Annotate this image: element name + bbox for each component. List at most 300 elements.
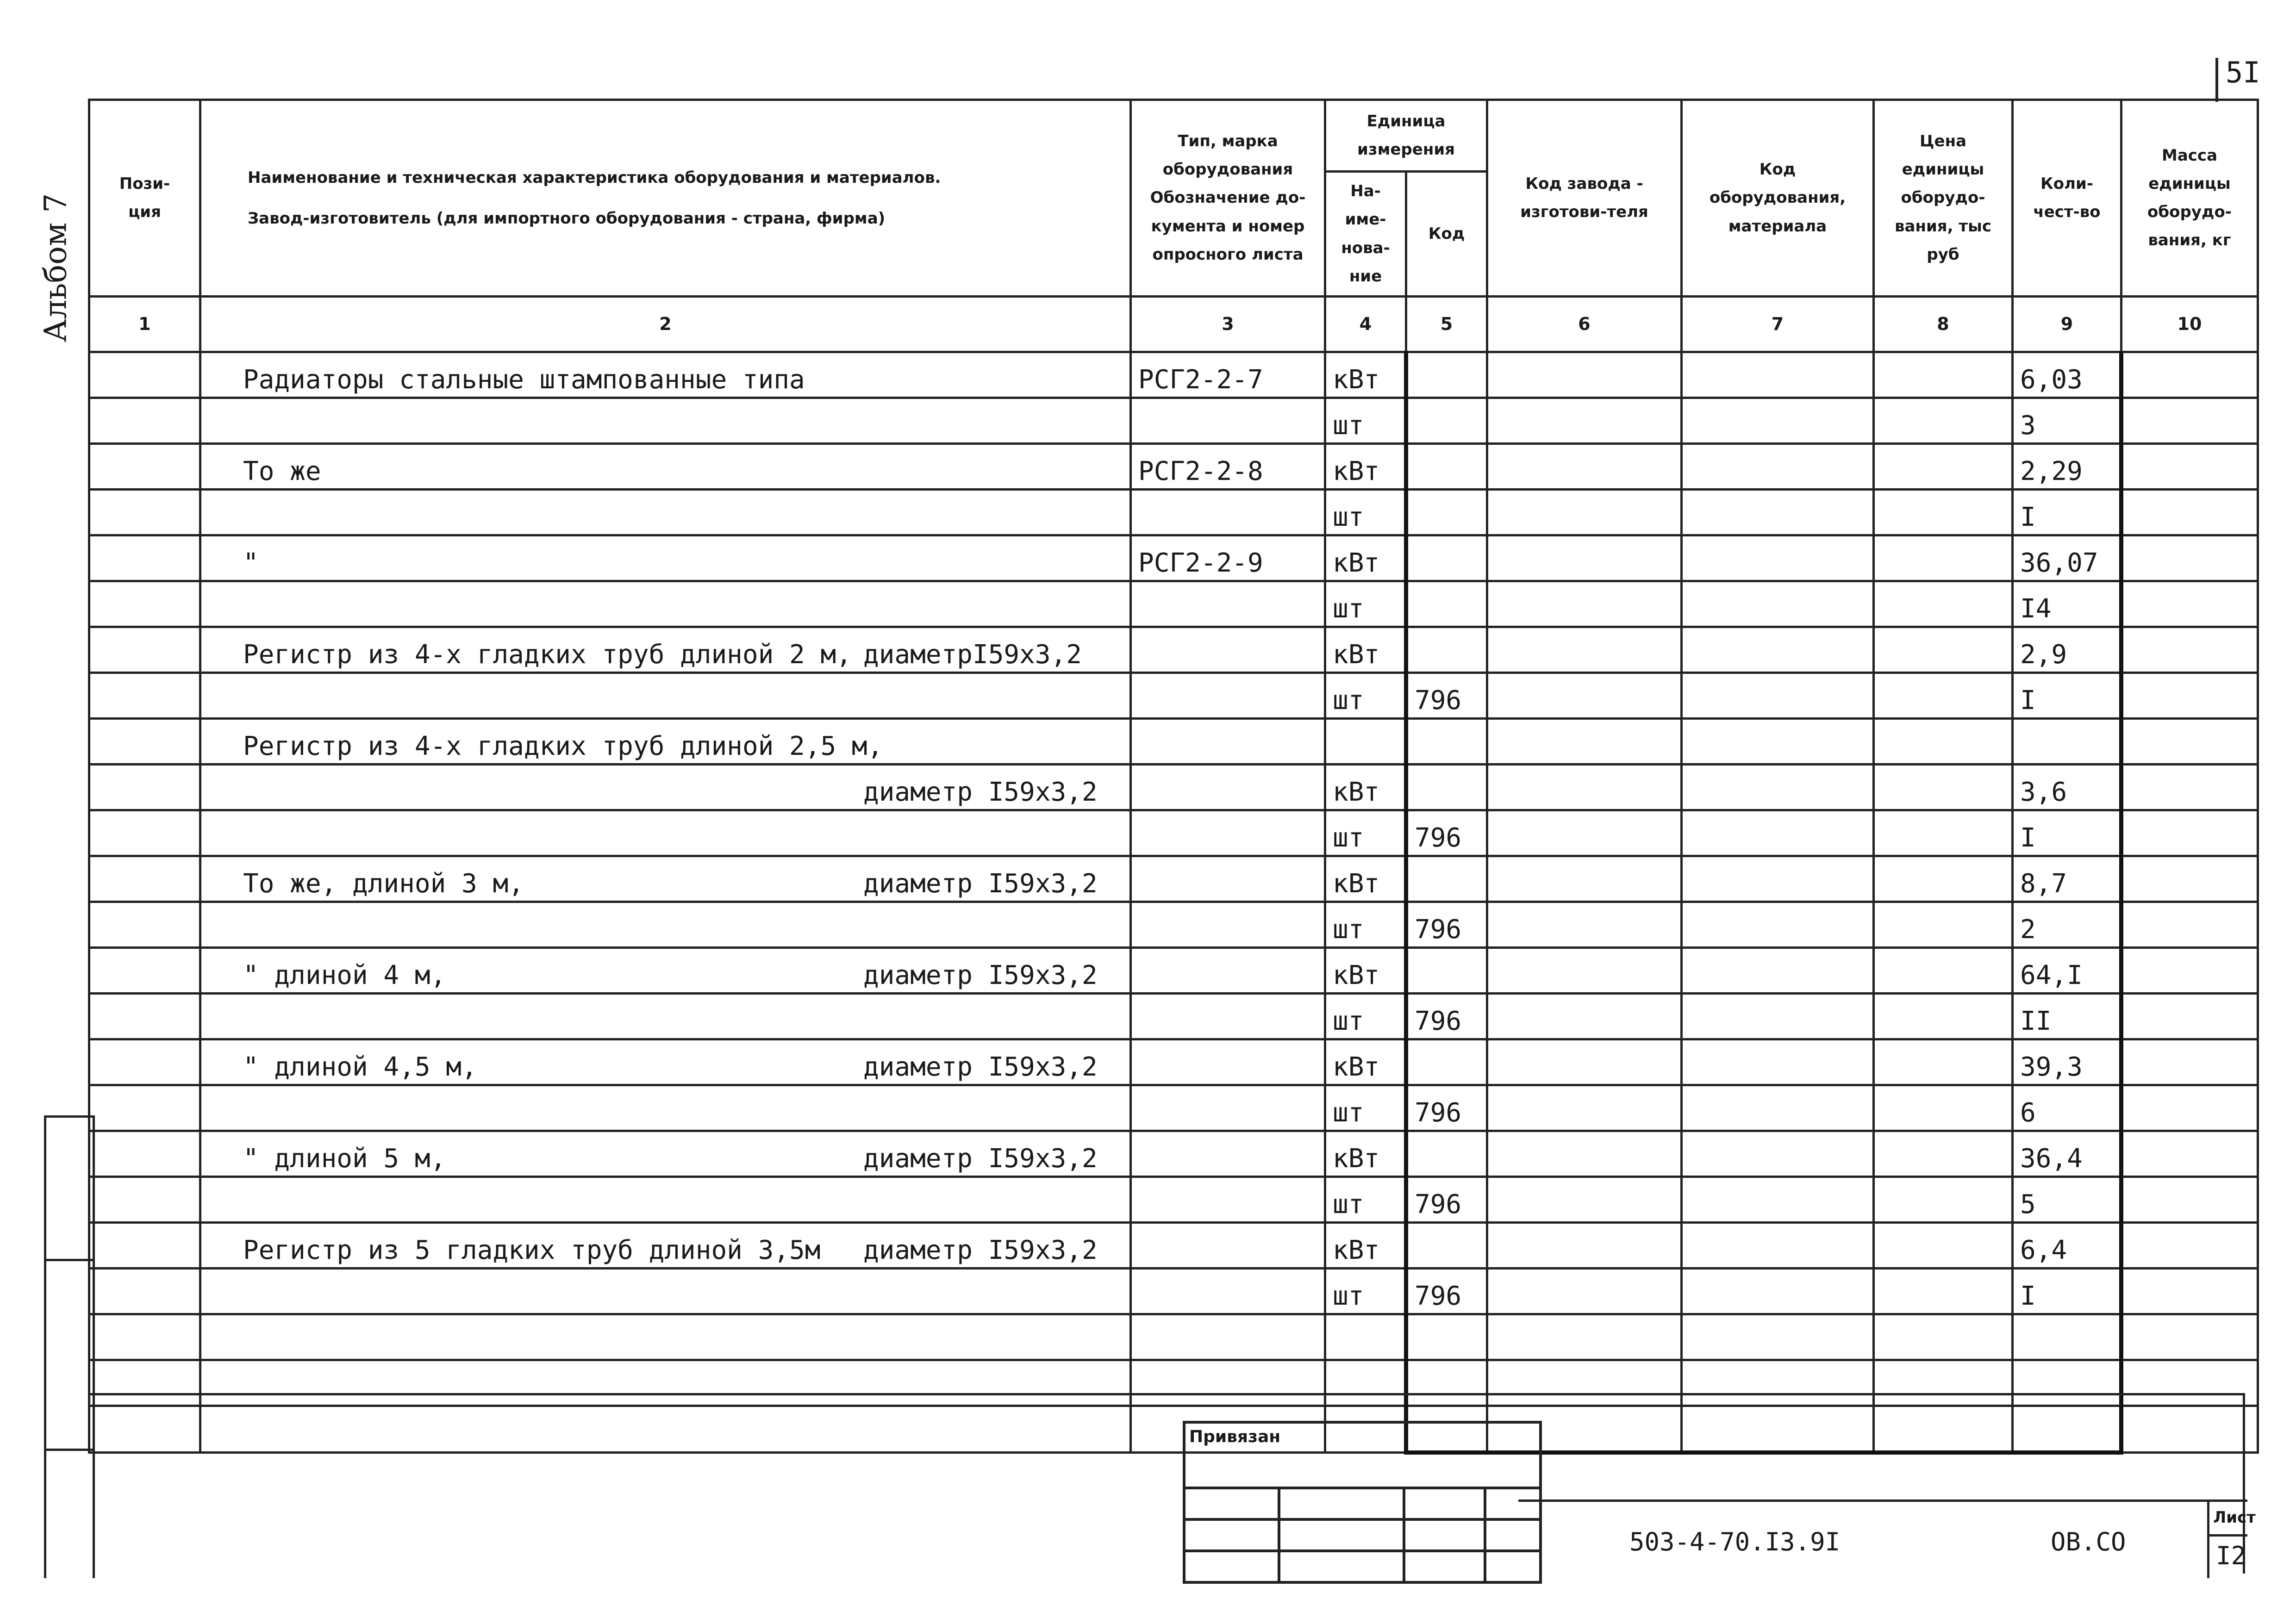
cell-factory-code [1487, 1085, 1682, 1131]
cell-name [200, 673, 1131, 719]
cell-mass [2121, 1085, 2258, 1131]
cell-name [200, 581, 1131, 627]
cell-price [1874, 994, 2013, 1039]
cell-position [89, 810, 200, 856]
stamp-cell [1485, 1488, 1541, 1519]
cell-factory-code [1487, 398, 1682, 444]
stamp-cell [1184, 1551, 1279, 1582]
cell-diameter-text: диаметр I59х3,2 [863, 869, 1098, 899]
cell-unit-code-text: 796 [1415, 685, 1462, 716]
cell-unit-name [1325, 1085, 1406, 1131]
cell-price [1874, 1314, 2013, 1360]
table-row [89, 902, 2258, 948]
cell-quantity [2013, 673, 2121, 719]
stamp-cell [1404, 1488, 1485, 1519]
cell-unit-code [1406, 994, 1487, 1039]
cell-mass [2121, 1269, 2258, 1314]
cell-quantity [2013, 1269, 2121, 1314]
cell-unit-name [1325, 673, 1406, 719]
cell-type [1131, 490, 1325, 535]
cell-unit-name [1325, 1177, 1406, 1223]
binding-stamp-label: Привязан [1184, 1422, 1541, 1488]
cell-factory-code [1487, 581, 1682, 627]
sheet-number: I2 [2216, 1541, 2246, 1570]
cell-unit-code [1406, 581, 1487, 627]
cell-price [1874, 719, 2013, 765]
cell-unit-name [1325, 352, 1406, 398]
cell-mass [2121, 902, 2258, 948]
cell-equipment-code [1682, 535, 1874, 581]
table-row [89, 1177, 2258, 1223]
cell-equipment-code [1682, 948, 1874, 994]
cell-position [89, 398, 200, 444]
cell-price [1874, 535, 2013, 581]
stamp-cell [1404, 1519, 1485, 1551]
cell-type-text: РСГ2-2-7 [1138, 365, 1263, 395]
cell-unit-code [1406, 856, 1487, 902]
cell-position [89, 1314, 200, 1360]
cell-unit-code [1406, 627, 1487, 673]
cell-position [89, 948, 200, 994]
colnum-3: 3 [1131, 297, 1325, 352]
cell-quantity [2013, 810, 2121, 856]
cell-type [1131, 1177, 1325, 1223]
cell-factory-code [1487, 948, 1682, 994]
cell-factory-code [1487, 1360, 1682, 1406]
cell-name [200, 1223, 1131, 1269]
cell-quantity-text: I4 [2020, 594, 2052, 624]
margin-line [46, 1115, 93, 1118]
cell-quantity-text: 6 [2020, 1098, 2036, 1128]
cell-type [1131, 627, 1325, 673]
header-name-line2: Завод-изготовитель (для импортного оборудования - страна, фирма) [248, 209, 886, 228]
cell-unit-name-text: кВт [1333, 640, 1380, 670]
cell-position [89, 1223, 200, 1269]
cell-name [200, 856, 1131, 902]
cell-quantity-text: 39,3 [2020, 1052, 2083, 1082]
cell-mass [2121, 535, 2258, 581]
cell-unit-code-text: 796 [1415, 1006, 1462, 1036]
cell-unit-code [1406, 1085, 1487, 1131]
stamp-cell [1485, 1519, 1541, 1551]
cell-position [89, 765, 200, 810]
cell-unit-code [1406, 719, 1487, 765]
cell-quantity [2013, 948, 2121, 994]
cell-equipment-code [1682, 994, 1874, 1039]
cell-equipment-code [1682, 902, 1874, 948]
cell-unit-name-text: шт [1333, 1189, 1364, 1220]
cell-factory-code [1487, 1223, 1682, 1269]
cell-quantity [2013, 765, 2121, 810]
header-name-line1: Наименование и техническая характеристика оборудования и материалов. [248, 168, 941, 187]
cell-quantity [2013, 1314, 2121, 1360]
cell-position [89, 719, 200, 765]
cell-price [1874, 673, 2013, 719]
cell-quantity [2013, 1406, 2121, 1453]
cell-equipment-code [1682, 1085, 1874, 1131]
cell-position [89, 627, 200, 673]
colnum-1: 1 [89, 297, 200, 352]
margin-line [46, 1449, 93, 1451]
cell-mass [2121, 627, 2258, 673]
cell-unit-code [1406, 1223, 1487, 1269]
cell-type-text: РСГ2-2-9 [1138, 548, 1263, 578]
cell-mass [2121, 444, 2258, 490]
cell-position [89, 444, 200, 490]
header-quantity: Коли-чест-во [2013, 100, 2121, 297]
cell-type [1131, 1314, 1325, 1360]
cell-equipment-code [1682, 352, 1874, 398]
colnum-9: 9 [2013, 297, 2121, 352]
cell-mass [2121, 490, 2258, 535]
cell-equipment-code [1682, 627, 1874, 673]
cell-quantity-text: 2,29 [2020, 456, 2083, 486]
cell-quantity [2013, 1039, 2121, 1085]
cell-name [200, 1269, 1131, 1314]
table-row [89, 1085, 2258, 1131]
cell-type [1131, 765, 1325, 810]
cell-name [200, 398, 1131, 444]
cell-quantity-text: I [2020, 685, 2036, 716]
cell-equipment-code [1682, 810, 1874, 856]
cell-quantity [2013, 398, 2121, 444]
cell-mass [2121, 352, 2258, 398]
cell-unit-name [1325, 1039, 1406, 1085]
equipment-table [88, 99, 2259, 1455]
cell-price [1874, 444, 2013, 490]
cell-name-text: " длиной 5 м, [243, 1144, 446, 1174]
cell-position [89, 1039, 200, 1085]
cell-unit-code [1406, 490, 1487, 535]
album-label: Альбом 7 [37, 193, 74, 342]
cell-quantity-text: I [2020, 502, 2036, 532]
cell-diameter-text: диаметрI59х3,2 [863, 640, 1082, 670]
cell-name-text: То же, длиной 3 м, [243, 869, 524, 899]
cell-position [89, 673, 200, 719]
cell-type [1131, 535, 1325, 581]
cell-price [1874, 627, 2013, 673]
cell-factory-code [1487, 535, 1682, 581]
cell-unit-code [1406, 1314, 1487, 1360]
cell-quantity [2013, 1360, 2121, 1406]
cell-type [1131, 581, 1325, 627]
cell-equipment-code [1682, 719, 1874, 765]
cell-name [200, 627, 1131, 673]
cell-factory-code [1487, 856, 1682, 902]
cell-position [89, 1177, 200, 1223]
table-row [89, 856, 2258, 902]
cell-unit-name [1325, 1360, 1406, 1406]
cell-type-text: РСГ2-2-8 [1138, 456, 1263, 486]
cell-name [200, 1406, 1131, 1453]
cell-quantity [2013, 490, 2121, 535]
cell-type [1131, 1131, 1325, 1177]
cell-factory-code [1487, 1177, 1682, 1223]
cell-quantity [2013, 535, 2121, 581]
cell-unit-code [1406, 535, 1487, 581]
cell-unit-name [1325, 1223, 1406, 1269]
cell-unit-code [1406, 1360, 1487, 1406]
cell-quantity-text: 8,7 [2020, 869, 2067, 899]
cell-position [89, 581, 200, 627]
cell-position [89, 490, 200, 535]
cell-name-text: Регистр из 4-х гладких труб длиной 2,5 м, [243, 731, 883, 761]
cell-factory-code [1487, 719, 1682, 765]
cell-unit-name-text: шт [1333, 915, 1364, 945]
cell-quantity [2013, 902, 2121, 948]
cell-unit-name [1325, 490, 1406, 535]
cell-type [1131, 994, 1325, 1039]
cell-quantity [2013, 856, 2121, 902]
cell-unit-name [1325, 994, 1406, 1039]
table-row [89, 994, 2258, 1039]
binding-stamp [1183, 1421, 1542, 1584]
cell-type [1131, 810, 1325, 856]
cell-equipment-code [1682, 444, 1874, 490]
cell-type [1131, 719, 1325, 765]
cell-name [200, 765, 1131, 810]
cell-equipment-code [1682, 1223, 1874, 1269]
cell-name [200, 444, 1131, 490]
header-mass: Масса единицы оборудо-вания, кг [2121, 100, 2258, 297]
table-row [89, 490, 2258, 535]
table-row [89, 1360, 2258, 1406]
cell-unit-name [1325, 719, 1406, 765]
cell-diameter-text: диаметр I59х3,2 [863, 1144, 1098, 1174]
cell-mass [2121, 765, 2258, 810]
cell-unit-name-text: шт [1333, 411, 1364, 441]
cell-unit-name [1325, 398, 1406, 444]
cell-unit-name-text: кВт [1333, 869, 1380, 899]
cell-equipment-code [1682, 398, 1874, 444]
cell-type [1131, 1085, 1325, 1131]
cell-type [1131, 352, 1325, 398]
cell-quantity-text: 2 [2020, 915, 2036, 945]
table-row [89, 627, 2258, 673]
page-number-bar [2215, 58, 2218, 102]
cell-factory-code [1487, 810, 1682, 856]
cell-position [89, 1085, 200, 1131]
cell-price [1874, 948, 2013, 994]
cell-name [200, 1177, 1131, 1223]
cell-name-text: Регистр из 5 гладких труб длиной 3,5м [243, 1235, 821, 1265]
cell-name-text: Радиаторы стальные штампованные типа [243, 365, 805, 395]
cell-name-text: То же [243, 456, 321, 486]
cell-quantity-text: 5 [2020, 1189, 2036, 1220]
cell-type [1131, 1039, 1325, 1085]
cell-unit-name-text: кВт [1333, 548, 1380, 578]
sheet-divider [2209, 1534, 2247, 1537]
cell-unit-code-text: 796 [1415, 915, 1462, 945]
cell-unit-name [1325, 627, 1406, 673]
table-row [89, 1131, 2258, 1177]
stamp-cell [1279, 1551, 1404, 1582]
cell-unit-code [1406, 352, 1487, 398]
cell-unit-code-text: 796 [1415, 1281, 1462, 1311]
cell-factory-code [1487, 765, 1682, 810]
cell-unit-name-text: кВт [1333, 365, 1380, 395]
stamp-cell [1184, 1519, 1279, 1551]
stamp-cell [1485, 1551, 1541, 1582]
cell-factory-code [1487, 673, 1682, 719]
cell-equipment-code [1682, 1269, 1874, 1314]
table-row [89, 1039, 2258, 1085]
cell-position [89, 1131, 200, 1177]
cell-type [1131, 398, 1325, 444]
cell-unit-name-text: кВт [1333, 456, 1380, 486]
table-row [89, 765, 2258, 810]
cell-quantity [2013, 1085, 2121, 1131]
cell-unit-code [1406, 1177, 1487, 1223]
cell-quantity-text: 3 [2020, 411, 2036, 441]
cell-quantity [2013, 352, 2121, 398]
cell-equipment-code [1682, 581, 1874, 627]
cell-price [1874, 902, 2013, 948]
cell-name-text: " [243, 548, 259, 578]
cell-position [89, 994, 200, 1039]
table-row [89, 535, 2258, 581]
cell-unit-name [1325, 444, 1406, 490]
cell-position [89, 1406, 200, 1453]
cell-equipment-code [1682, 673, 1874, 719]
table-body [89, 352, 2258, 1453]
stamp-cell [1279, 1488, 1404, 1519]
cell-position [89, 902, 200, 948]
cell-quantity-text: I [2020, 1281, 2036, 1311]
cell-quantity-text: I [2020, 823, 2036, 853]
header-equipment-code: Код оборудования, материала [1682, 100, 1874, 297]
cell-quantity [2013, 444, 2121, 490]
cell-factory-code [1487, 994, 1682, 1039]
cell-quantity [2013, 994, 2121, 1039]
table-row [89, 1406, 2258, 1453]
cell-price [1874, 1177, 2013, 1223]
cell-price [1874, 1085, 2013, 1131]
cell-position [89, 856, 200, 902]
cell-quantity [2013, 1131, 2121, 1177]
cell-price [1874, 810, 2013, 856]
cell-price [1874, 352, 2013, 398]
cell-mass [2121, 1131, 2258, 1177]
cell-equipment-code [1682, 1039, 1874, 1085]
cell-type [1131, 948, 1325, 994]
cell-unit-code [1406, 902, 1487, 948]
cell-diameter-text: диаметр I59х3,2 [863, 1052, 1098, 1082]
table-row [89, 1269, 2258, 1314]
cell-unit-name [1325, 765, 1406, 810]
cell-unit-name-text: шт [1333, 685, 1364, 716]
cell-mass [2121, 1360, 2258, 1406]
cell-mass [2121, 398, 2258, 444]
margin-stamp [44, 1115, 95, 1578]
cell-mass [2121, 810, 2258, 856]
cell-factory-code [1487, 1269, 1682, 1314]
cell-quantity-text: 64,I [2020, 960, 2083, 990]
cell-name [200, 535, 1131, 581]
cell-mass [2121, 1039, 2258, 1085]
header-unit-name: На-име-нова-ние [1325, 172, 1406, 297]
document-code: 503-4-70.I3.9I [1629, 1527, 1841, 1556]
colnum-10: 10 [2121, 297, 2258, 352]
cell-unit-code-text: 796 [1415, 823, 1462, 853]
cell-position [89, 352, 200, 398]
cell-unit-code [1406, 810, 1487, 856]
cell-unit-name [1325, 948, 1406, 994]
cell-unit-name-text: шт [1333, 1098, 1364, 1128]
cell-mass [2121, 1314, 2258, 1360]
cell-name [200, 1131, 1131, 1177]
title-block-line [1518, 1500, 2208, 1502]
cell-unit-code [1406, 398, 1487, 444]
colnum-7: 7 [1682, 297, 1874, 352]
cell-equipment-code [1682, 1406, 1874, 1453]
cell-type [1131, 444, 1325, 490]
cell-factory-code [1487, 490, 1682, 535]
cell-unit-code [1406, 948, 1487, 994]
cell-price [1874, 490, 2013, 535]
cell-factory-code [1487, 902, 1682, 948]
cell-quantity-text: 6,4 [2020, 1235, 2067, 1265]
cell-unit-name-text: шт [1333, 823, 1364, 853]
header-unit-group: Единица измерения [1325, 100, 1487, 172]
cell-quantity-text: II [2020, 1006, 2052, 1036]
cell-factory-code [1487, 1039, 1682, 1085]
table-row [89, 398, 2258, 444]
cell-price [1874, 581, 2013, 627]
cell-mass [2121, 1177, 2258, 1223]
cell-equipment-code [1682, 1131, 1874, 1177]
cell-quantity [2013, 1177, 2121, 1223]
cell-price [1874, 1039, 2013, 1085]
table-row [89, 673, 2258, 719]
table-row [89, 810, 2258, 856]
cell-quantity-text: 6,03 [2020, 365, 2083, 395]
cell-unit-code [1406, 765, 1487, 810]
cell-type [1131, 1269, 1325, 1314]
cell-unit-name-text: шт [1333, 1006, 1364, 1036]
table-row [89, 352, 2258, 398]
cell-unit-name-text: кВт [1333, 777, 1380, 807]
cell-diameter-text: диаметр I59х3,2 [863, 777, 1098, 807]
cell-name [200, 1039, 1131, 1085]
cell-name-text: " длиной 4 м, [243, 960, 446, 990]
cell-name-text: " длиной 4,5 м, [243, 1052, 477, 1082]
cell-price [1874, 1406, 2013, 1453]
cell-price [1874, 1269, 2013, 1314]
cell-quantity-text: 36,4 [2020, 1144, 2083, 1174]
cell-unit-code [1406, 1039, 1487, 1085]
cell-factory-code [1487, 352, 1682, 398]
cell-quantity-text: 3,6 [2020, 777, 2067, 807]
cell-position [89, 1269, 200, 1314]
cell-price [1874, 1360, 2013, 1406]
cell-factory-code [1487, 1131, 1682, 1177]
cell-quantity [2013, 627, 2121, 673]
colnum-8: 8 [1874, 297, 2013, 352]
cell-diameter-text: диаметр I59х3,2 [863, 1235, 1098, 1265]
margin-line [46, 1259, 93, 1261]
cell-unit-name-text: кВт [1333, 1235, 1380, 1265]
cell-type [1131, 902, 1325, 948]
cell-unit-name [1325, 581, 1406, 627]
cell-quantity-text: 36,07 [2020, 548, 2098, 578]
cell-name [200, 810, 1131, 856]
cell-unit-name [1325, 1131, 1406, 1177]
cell-type [1131, 1360, 1325, 1406]
cell-name [200, 1085, 1131, 1131]
table-row [89, 1223, 2258, 1269]
cell-diameter-text: диаметр I59х3,2 [863, 960, 1098, 990]
